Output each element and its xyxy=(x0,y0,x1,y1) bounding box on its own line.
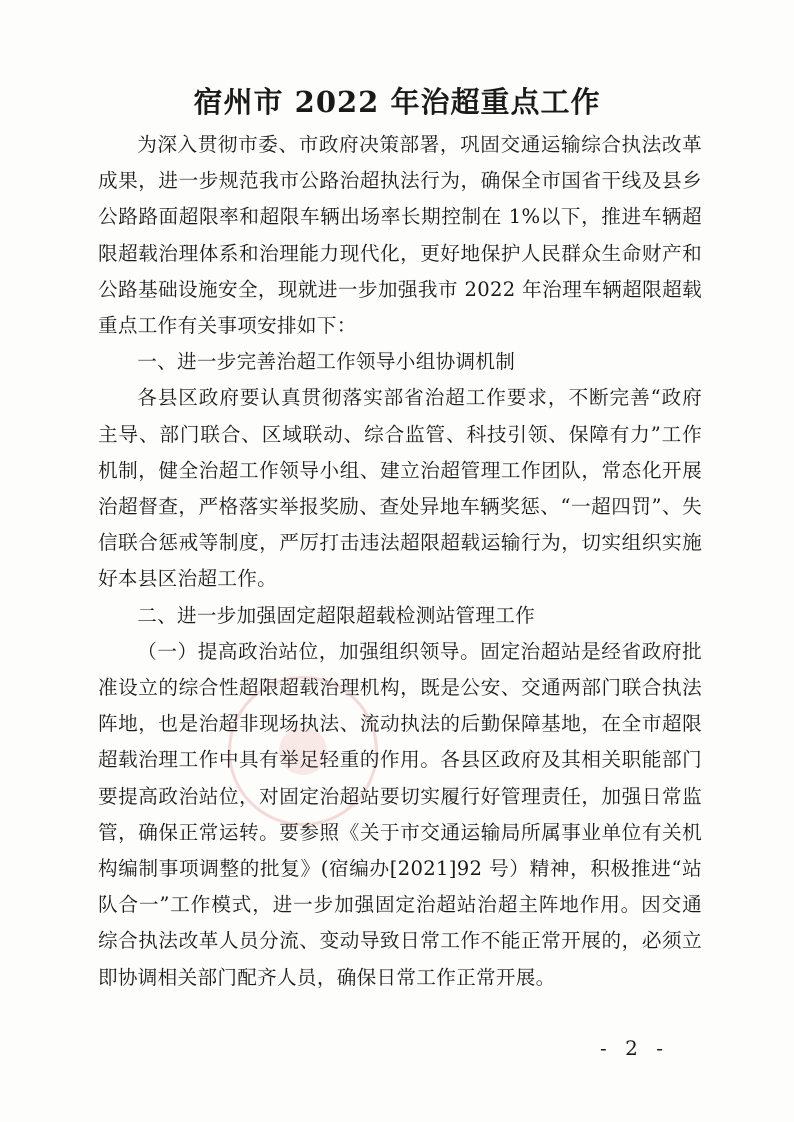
document-body xyxy=(98,127,702,996)
document-title: 宿州市 2022 年治超重点工作 xyxy=(193,85,601,119)
section-heading-1: 一、进一步完善治超工作领导小组协调机制 xyxy=(137,350,516,374)
section-heading-2: 二、进一步加强固定超限超载检测站管理工作 xyxy=(137,603,536,627)
section-1-paragraph: 各县区政府要认真贯彻落实部省治超工作要求，不断完善“政府主导、部门联合、区域联动、综合监管、科技引领、保障有力”工作机制，健全治超工作领导小组、建立治超管理工作团队，常态化开展治超督查，严格落实举报奖励、查处异地车辆奖惩、“一超四罚”、失信联合惩戒等制度，严厉打击违法超限超载运输行为，切实组织实施好本县区治超工作。 xyxy=(98,386,702,591)
intro-paragraph: 为深入贯彻市委、市政府决策部署，巩固交通运输综合执法改革成果，进一步规范我市公路治超执法行为，确保全市国省干线及县乡公路路面超限率和超限车辆出场率长期控制在 1%以下，推进车辆超限超载治理体系和治理能力现代化，更好地保护人民群众生命财产和公路基础设施安全，现就进一步加强我市 2022 年治理车辆超限超载重点工作有关事项安排如下： xyxy=(98,133,702,338)
page-number: - 2 - xyxy=(600,1036,669,1060)
section-2-paragraph: （一）提高政治站位，加强组织领导。固定治超站是经省政府批准设立的综合性超限超载治理机构，既是公安、交通两部门联合执法阵地，也是治超非现场执法、流动执法的后勤保障基地，在全市超限超载治理工作中具有举足轻重的作用。各县区政府及其相关职能部门要提高政治站位，对固定治超站要切实履行好管理责任，加强日常监管，确保正常运转。要参照《关于市交通运输局所属事业单位有关机构编制事项调整的批复》(宿编办[2021]92 号）精神，积极推进“站队合一”工作模式，进一步加强固定治超站治超主阵地作用。因交通综合执法改革人员分流、变动导致日常工作不能正常开展的，必须立即协调相关部门配齐人员，确保日常工作正常开展。 xyxy=(98,639,702,989)
